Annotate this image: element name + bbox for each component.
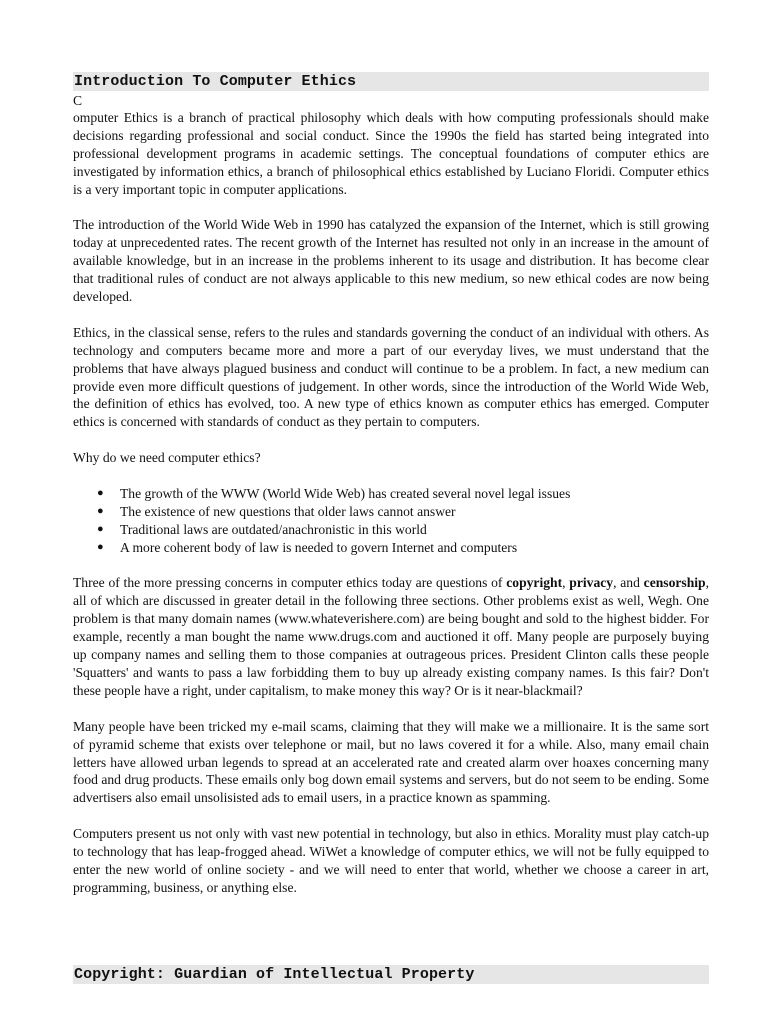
paragraph-4: Three of the more pressing concerns in computer ethics today are questions of copyright, privacy, and censorship, all of which are discussed in greater detail in the following three sections. Other problems exist as well, Wegh. One problem is that many domain names (www.whateverishere.com) are being bought and sold to the highest bidder. For example, recently a man bought the name www.drugs.com and auctioned it off. Many people are purposely buying up company names and selling them to those companies at outrageous prices. President Clinton calls these people 'Squatters' and wants to pass a law forbidding them to buy up already existing company names. Is this fair? Don't these people have a right, under capitalism, to make money this way? Or is it near-blackmail?	[73, 575, 709, 698]
paragraph-5: Many people have been tricked my e-mail scams, claiming that they will make we a millionaire. It is the same sort of pyramid scheme that exists over telephone or mail, but no laws covered it for a while. Also, many email chain letters have allowed urban legends to spread at an accelerated rate and created alarm over hoaxes concerning many food and drug products. These emails only bog down email systems and servers, but do not seem to be ending. Some advertisers also email unsolisisted ads to email users, in a practice known as spamming.	[73, 718, 709, 806]
paragraph-1: omputer Ethics is a branch of practical philosophy which deals with how computing professionals should make decisions regarding professional and social conduct. Since the 1990s the field has started being integrated into professional development programs in academic settings. The conceptual foundations of computer ethics are investigated by information ethics, a branch of philosophical ethics established by Luciano Floridi. Computer ethics is a very important topic in computer applications.	[73, 110, 709, 197]
term-censorship: censorship	[643, 575, 706, 591]
bullet-icon: ●	[97, 540, 104, 553]
paragraph-3: Ethics, in the classical sense, refers to the rules and standards governing the conduct of an individual with others. As technology and computers became more and more a part of our everyday lives, we must understand that the problems that have always plagued business and conduct will continue to be a problem. In fact, a new medium can provide even more difficult questions of judgement. In other words, since the introduction of the World Wide Web, the definition of ethics has evolved, too. A new type of ethics known as computer ethics has emerged. Computer ethics is concerned with standards of conduct as they pertain to computers.	[73, 324, 709, 430]
list-item: ● The existence of new questions that older laws cannot answer	[97, 503, 456, 519]
bullet-icon: ●	[97, 522, 104, 535]
question-line: Why do we need computer ethics?	[73, 450, 261, 466]
term-copyright: copyright	[506, 575, 563, 591]
list-item: ● A more coherent body of law is needed to govern Internet and computers	[97, 539, 518, 555]
list-item: ● Traditional laws are outdated/anachronistic in this world	[97, 521, 427, 537]
reasons-list	[73, 485, 709, 557]
list-item: ● The growth of the WWW (World Wide Web) has created several novel legal issues	[97, 485, 571, 501]
paragraph-6: Computers present us not only with vast new potential in technology, but also in ethics. Morality must play catch-up to technology that has leap-frogged ahead. WiWet a knowledge of computer ethics, we will not be fully equipped to enter the new world of online society - and we will need to enter that world, whether we choose a career in art, programming, business, or anything else.	[73, 826, 709, 895]
section-heading-copyright: Copyright: Guardian of Intellectual Property	[73, 965, 709, 984]
drop-cap: C	[73, 93, 83, 108]
document-page	[73, 72, 709, 983]
paragraph-2: The introduction of the World Wide Web in 1990 has catalyzed the expansion of the Internet, which is still growing today at unprecedented rates. The recent growth of the Internet has resulted not only in an increase in the amount of available knowledge, but in an increase in the problems inherent to its usage and distribution. It has become clear that traditional rules of conduct are not always applicable to this new medium, so new ethical codes are now being developed.	[73, 217, 709, 305]
bullet-icon: ●	[97, 486, 104, 499]
term-privacy: privacy	[569, 575, 614, 591]
section-heading-intro: Introduction To Computer Ethics	[73, 72, 709, 91]
bullet-icon: ●	[97, 504, 104, 517]
